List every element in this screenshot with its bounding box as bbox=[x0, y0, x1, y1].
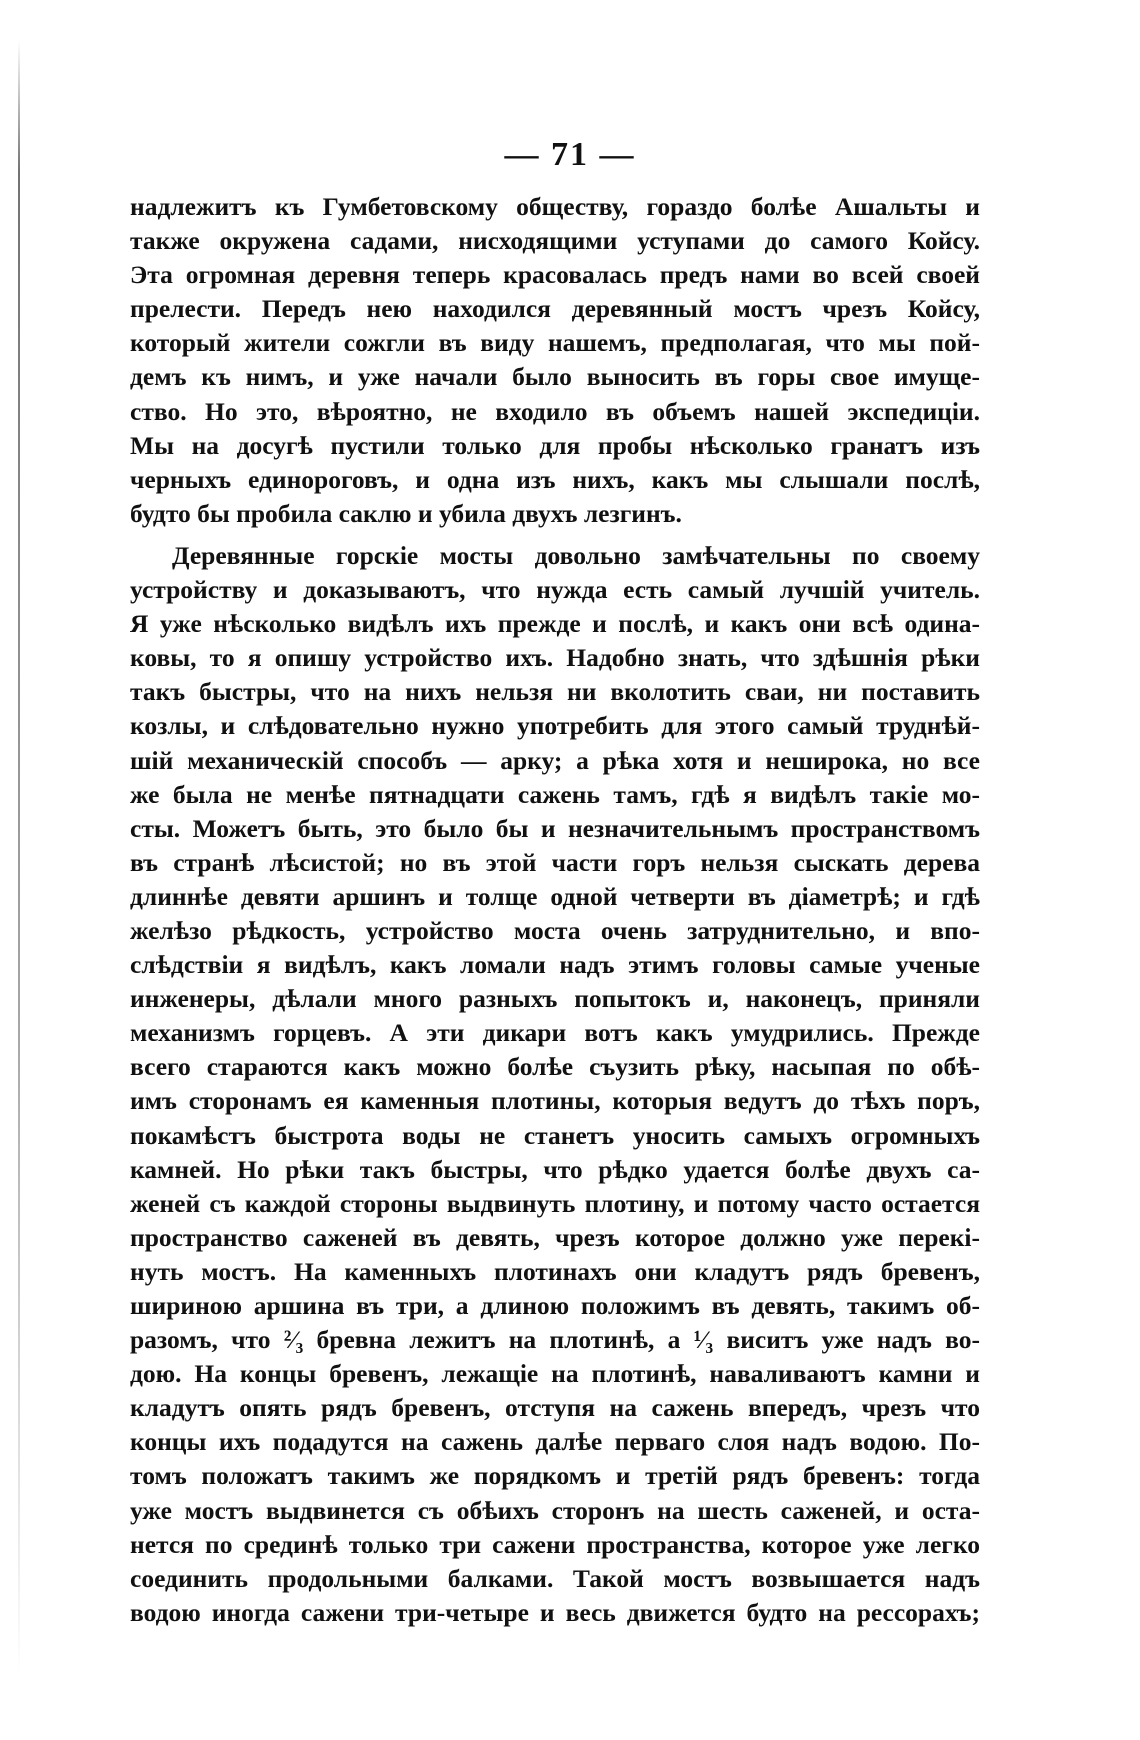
text-line: слѣдствіи я видѣлъ, какъ ломали надъ этимъ головы самые ученые bbox=[130, 950, 980, 980]
text-line: соединить продольными балками. Такой мостъ возвышается надъ bbox=[130, 1563, 980, 1593]
text-line: разомъ, что ²⁄₃ бревна лежитъ на плотинѣ, а ¹⁄₃ виситъ уже надъ во- bbox=[130, 1325, 980, 1355]
text-line: устройству и доказываютъ, что нужда есть самый лучшій учитель. bbox=[130, 575, 980, 605]
text-line: пространство саженей въ девять, чрезъ которое должно уже перекі- bbox=[130, 1222, 980, 1252]
text-line: покамѣстъ быстрота воды не станетъ уносить самыхъ огромныхъ bbox=[130, 1120, 980, 1150]
text-line: Мы на досугѣ пустили только для пробы нѣсколько гранатъ изъ bbox=[130, 430, 980, 460]
text-line: будто бы пробила саклю и убила двухъ лезгинъ. bbox=[130, 498, 682, 528]
text-line: Эта огромная деревня теперь красовалась предъ нами во всей своей bbox=[130, 260, 980, 290]
text-line: нуть мостъ. На каменныхъ плотинахъ они кладутъ рядъ бревенъ, bbox=[130, 1256, 980, 1286]
page-number: — 71 — bbox=[504, 136, 636, 173]
text-line: томъ положатъ такимъ же порядкомъ и третій рядъ бревенъ: тогда bbox=[130, 1461, 980, 1491]
text-line: имъ сторонамъ ея каменныя плотины, которыя ведутъ до тѣхъ поръ, bbox=[130, 1086, 980, 1116]
text-line: шириною аршина въ три, а длиною положимъ въ девять, такимъ об- bbox=[130, 1291, 980, 1320]
text-line: сты. Можетъ быть, это было бы и незначительнымъ пространствомъ bbox=[130, 813, 980, 843]
text-line: всего стараются какъ можно болѣе съузить рѣку, насыпая по обѣ- bbox=[130, 1052, 980, 1082]
text-line: Деревянные горскіе мосты довольно замѣчательны по своему bbox=[172, 540, 980, 570]
text-line: который жители сожгли въ виду нашемъ, предполагая, что мы пой- bbox=[130, 328, 980, 358]
text-line: Я уже нѣсколько видѣлъ ихъ прежде и послѣ, и какъ они всѣ одина- bbox=[130, 609, 980, 639]
text-line: концы ихъ подадутся на сажень далѣе перваго слоя надъ водою. По- bbox=[130, 1427, 980, 1457]
text-line: козлы, и слѣдовательно нужно употребить для этого самый труднѣй- bbox=[130, 711, 980, 741]
body-text bbox=[130, 190, 980, 1630]
text-line: же была не менѣе пятнадцати сажень тамъ, гдѣ я видѣлъ такіе мо- bbox=[130, 779, 980, 809]
text-line: шій механическій способъ — арку; а рѣка хотя и неширока, но все bbox=[130, 745, 980, 775]
text-line: нется по срединѣ только три сажени пространства, которое уже легко bbox=[130, 1529, 980, 1559]
binding-edge-shadow bbox=[18, 40, 20, 1680]
text-line: въ странѣ лѣсистой; но въ этой части горъ нельзя сыскать дерева bbox=[130, 847, 980, 877]
text-line: черныхъ единороговъ, и одна изъ нихъ, какъ мы слышали послѣ, bbox=[130, 464, 980, 494]
text-line: прелести. Передъ нею находился деревянный мостъ чрезъ Койсу, bbox=[130, 294, 980, 324]
text-line: инженеры, дѣлали много разныхъ попытокъ и, наконецъ, приняли bbox=[130, 984, 980, 1014]
text-line: также окружена садами, нисходящими уступами до самого Койсу. bbox=[130, 226, 980, 256]
text-line: кладутъ опять рядъ бревенъ, отступя на сажень впередъ, чрезъ что bbox=[130, 1393, 980, 1423]
text-line: женей съ каждой стороны выдвинуть плотину, и потому часто остается bbox=[130, 1188, 980, 1218]
text-line: ковы, то я опишу устройство ихъ. Надобно знать, что здѣшнія рѣки bbox=[130, 643, 980, 673]
text-line: желѣзо рѣдкость, устройство моста очень затруднительно, и впо- bbox=[130, 915, 980, 945]
text-line: механизмъ горцевъ. А эти дикари вотъ какъ умудрились. Прежде bbox=[130, 1018, 980, 1048]
text-line: дою. На концы бревенъ, лежащіе на плотинѣ, наваливаютъ камни и bbox=[130, 1359, 980, 1389]
text-line: камней. Но рѣки такъ быстры, что рѣдко удается болѣе двухъ са- bbox=[130, 1154, 980, 1184]
paragraph-gap bbox=[130, 531, 980, 539]
text-line: демъ къ нимъ, и уже начали было выносить въ горы свое имуще- bbox=[130, 362, 980, 392]
text-line: такъ быстры, что на нихъ нельзя ни вколотить сваи, ни поставить bbox=[130, 677, 980, 707]
text-line: водою иногда сажени три-четыре и весь движется будто на рессорахъ; bbox=[130, 1597, 980, 1627]
paragraph-2 bbox=[130, 539, 980, 1630]
text-line: уже мостъ выдвинется съ обѣихъ сторонъ на шесть саженей, и оста- bbox=[130, 1495, 980, 1525]
text-line: ство. Но это, вѣроятно, не входило въ объемъ нашей экспедиціи. bbox=[130, 396, 980, 426]
paragraph-1 bbox=[130, 190, 980, 531]
text-line: длиннѣе девяти аршинъ и толще одной четверти въ діаметрѣ; и гдѣ bbox=[130, 881, 980, 911]
text-line: надлежитъ къ Гумбетовскому обществу, гораздо болѣе Ашальты и bbox=[130, 192, 980, 221]
